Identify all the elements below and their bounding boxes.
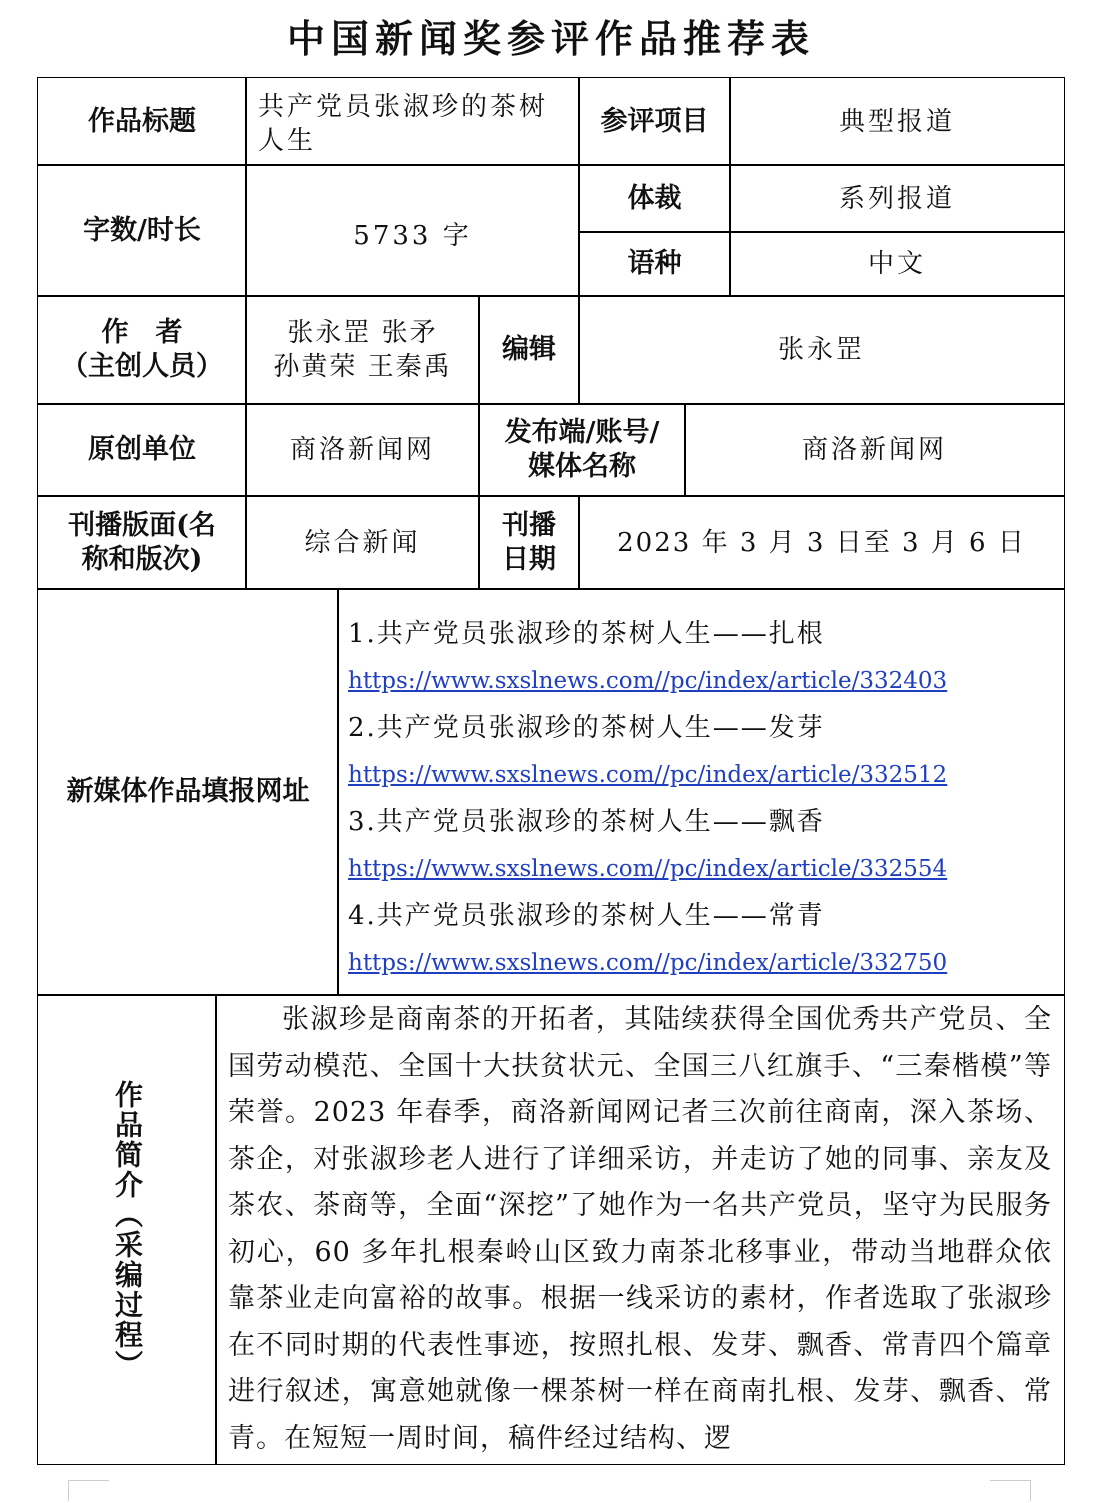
process-text: 张淑珍是商南茶的开拓者，其陆续获得全国优秀共产党员、全国劳动模范、全国十大扶贫状元、全国三八红旗手、“三秦楷模”等荣誉。2023 年春季，商洛新闻网记者三次前往商南，深入茶场、茶企，对张淑珍老人进行了详细采访，并走访了她的同事、亲友及茶农、茶商等，全面“深挖”了她作为一名共产党员，坚守为民服务初心，60 多年扎根秦岭山区致力南茶北移事业，带动当地群众依靠茶业走向富裕的故事。根据一线采访的素材，作者选取了张淑珍在不同时期的代表性事迹，按照扎根、发芽、飘香、常青四个篇章进行叙述，寓意她就像一棵茶树一样在商南扎根、发芽、飘香、常青。在短短一周时间，稿件经过结构、逻 — [228, 1004, 1052, 1454]
publisher-label-cell — [478, 403, 686, 497]
url-item-title: 3.共产党员张淑珍的茶树人生——飘香 — [348, 807, 825, 837]
title-label: 作品标题 — [88, 105, 196, 137]
url-item-link[interactable]: https://www.sxslnews.com//pc/index/article/332403 — [348, 668, 948, 694]
section-label-line-1: 刊播版面(名 — [68, 509, 216, 541]
date-label-cell — [478, 495, 580, 590]
date-label-line-2: 日期 — [502, 543, 556, 575]
title-label-cell — [37, 77, 247, 166]
url-item-title: 4.共产党员张淑珍的茶树人生——常青 — [348, 901, 825, 931]
authors-line-2: 孙黄荣 王秦禹 — [273, 352, 452, 382]
author-label: 作 者 — [101, 317, 183, 348]
process-label: 作品简介（采编过程） — [111, 1079, 144, 1380]
language-value-cell — [729, 231, 1065, 297]
genre-label: 体裁 — [627, 182, 682, 214]
category-label-cell — [578, 77, 731, 166]
url-item-link[interactable]: https://www.sxslnews.com//pc/index/article/332554 — [348, 856, 948, 882]
publisher-label-line-2: 媒体名称 — [528, 451, 636, 482]
category-label: 参评项目 — [600, 105, 709, 137]
title-value: 共产党员张淑珍的茶树人生 — [258, 92, 549, 156]
length-value: 5733 字 — [353, 220, 472, 251]
genre-value-cell — [729, 164, 1065, 233]
publisher-label-line-1: 发布端/账号/ — [504, 417, 660, 448]
author-label-cell — [37, 295, 247, 405]
date-label-line-1: 刊播 — [502, 509, 556, 541]
url-item-link[interactable]: https://www.sxslnews.com//pc/index/article/332750 — [348, 950, 948, 976]
editor-value-cell — [578, 295, 1065, 405]
url-item-title: 2.共产党员张淑珍的茶树人生——发芽 — [348, 713, 825, 743]
unit-value: 商洛新闻网 — [289, 435, 435, 465]
authors-cell — [245, 295, 480, 405]
urls-list — [337, 588, 1065, 996]
urls-label-cell — [37, 588, 339, 996]
language-label-cell — [578, 231, 731, 297]
section-value: 综合新闻 — [304, 527, 421, 558]
language-value: 中文 — [867, 249, 926, 279]
urls-label: 新媒体作品填报网址 — [66, 776, 310, 807]
publisher-value-cell — [684, 403, 1065, 497]
genre-value: 系列报道 — [838, 183, 955, 214]
date-value: 2023 年 3 月 3 日至 3 月 6 日 — [617, 527, 1026, 558]
editor-value: 张永罡 — [777, 335, 865, 365]
title-value-cell — [245, 77, 580, 166]
page-title: 中国新闻奖参评作品推荐表 — [286, 16, 815, 61]
section-value-cell — [245, 495, 480, 590]
process-label-cell — [37, 994, 217, 1465]
length-label: 字数/时长 — [83, 214, 201, 246]
genre-label-cell — [578, 164, 731, 233]
process-text-cell — [215, 994, 1065, 1465]
page-corner-mark-left — [68, 1480, 109, 1501]
author-sublabel: （主创人员） — [61, 351, 223, 382]
url-item-link[interactable]: https://www.sxslnews.com//pc/index/article/332512 — [348, 762, 948, 788]
unit-label-cell — [37, 403, 247, 497]
length-value-cell — [245, 164, 580, 297]
url-item-title: 1.共产党员张淑珍的茶树人生——扎根 — [348, 619, 825, 649]
page-corner-mark-right — [990, 1480, 1031, 1501]
authors-line-1: 张永罡 张矛 — [287, 318, 438, 348]
length-label-cell — [37, 164, 247, 297]
section-label-line-2: 称和版次) — [81, 543, 203, 575]
publisher-value: 商洛新闻网 — [801, 435, 947, 465]
editor-label: 编辑 — [502, 334, 556, 365]
category-value-cell — [729, 77, 1065, 166]
section-label-cell — [37, 495, 247, 590]
date-value-cell — [578, 495, 1065, 590]
editor-label-cell — [478, 295, 580, 405]
language-label: 语种 — [627, 248, 682, 279]
unit-label: 原创单位 — [88, 434, 196, 465]
unit-value-cell — [245, 403, 480, 497]
category-value: 典型报道 — [838, 106, 955, 137]
